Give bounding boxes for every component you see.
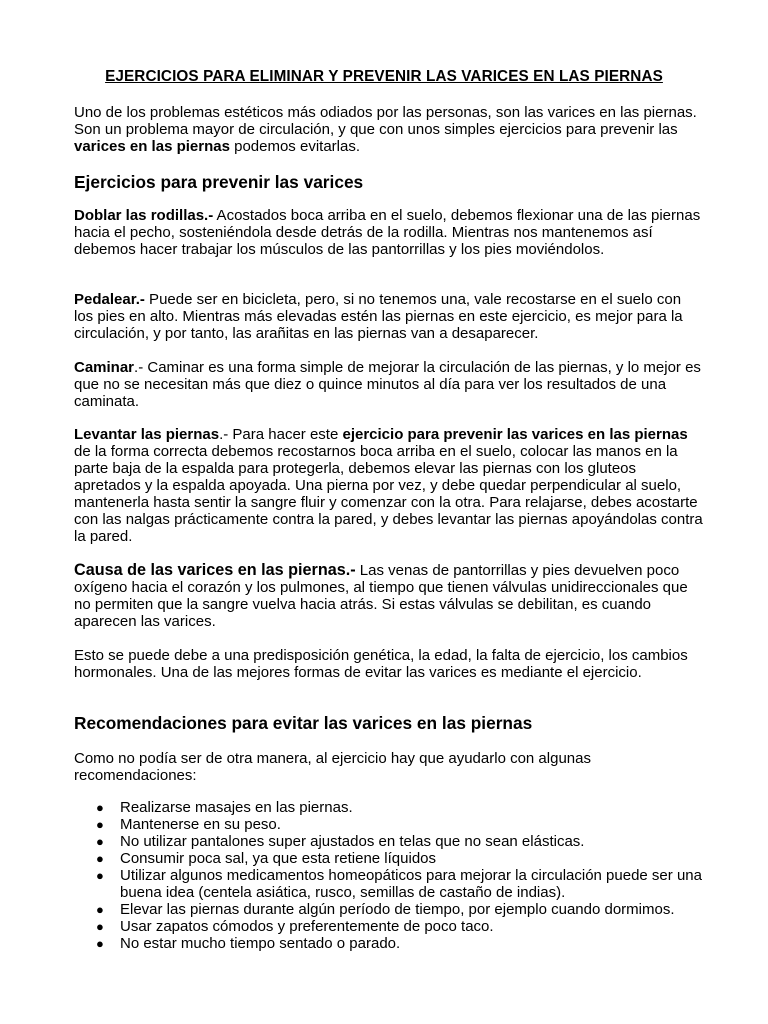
list-item-text: Consumir poca sal, ya que esta retiene líquidos [120, 850, 437, 867]
intro-text: Uno de los problemas estéticos más odiados por las personas, son las varices en las piernas. Son un problema mayor de circulación, y que con unos simples ejercicios para prevenir las [74, 104, 697, 138]
bullet-icon: ● [96, 902, 104, 917]
causa-label: Causa de las varices en las piernas.- [74, 561, 356, 579]
list-item [74, 816, 714, 833]
esto-paragraph: Esto se puede debe a una predisposición genética, la edad, la falta de ejercicio, los cambios hormonales. Una de las mejores formas de evitar las varices es mediante el ejercicio. [74, 647, 688, 681]
list-item [74, 918, 714, 935]
list-item-text: No utilizar pantalones super ajustados en telas que no sean elásticas. [120, 833, 585, 850]
exercise-caminar-text: .- Caminar es una forma simple de mejorar la circulación de las piernas, y lo mejor es que no se necesitan más que diez o quince minutos al día para ver los resultados de una caminata. [74, 359, 701, 410]
bullet-icon: ● [96, 834, 104, 849]
list-item [74, 850, 714, 867]
exercise-pedalear-label: Pedalear.- [74, 291, 145, 308]
exercise-levantar-text: .- Para hacer este [219, 426, 343, 443]
intro-text-end: podemos evitarlas. [229, 138, 361, 155]
heading-recommendations: Recomendaciones para evitar las varices en las piernas [74, 713, 533, 733]
list-item [74, 833, 714, 850]
list-item-text: Realizarse masajes en las piernas. [120, 799, 353, 816]
exercise-levantar-label: Levantar las piernas [74, 426, 220, 443]
bullet-icon: ● [96, 868, 104, 883]
exercise-levantar-bold: ejercicio para prevenir las varices en las piernas [342, 426, 688, 443]
list-item-text: Usar zapatos cómodos y preferentemente de poco taco. [120, 918, 494, 935]
exercise-pedalear-text: Puede ser en bicicleta, pero, si no tenemos una, vale recostarse en el suelo con los pies en alto. Mientras más elevadas estén las piernas en este ejercicio, es mejor para la circulación, y por tanto, las arañitas en las piernas van a desaparecer. [74, 291, 683, 342]
bullet-icon: ● [96, 817, 104, 832]
bullet-icon: ● [96, 851, 104, 866]
causa-paragraph [74, 562, 704, 630]
exercise-doblar-label: Doblar las rodillas.- [74, 207, 214, 224]
exercise-doblar-text: Acostados boca arriba en el suelo, debemos flexionar una de las piernas hacia el pecho, sosteniéndola desde detrás de la rodilla. Mientras nos mantenemos así debemos hacer trabajar los músculos de las pantorrillas y los pies moviéndolos. [74, 207, 701, 258]
list-item-text: Elevar las piernas durante algún período de tiempo, por ejemplo cuando dormimos. [120, 901, 675, 918]
bullet-icon: ● [96, 800, 104, 815]
exercise-doblar [74, 207, 704, 258]
list-item [74, 799, 714, 816]
heading-exercises: Ejercicios para prevenir las varices [74, 172, 364, 192]
intro-paragraph [74, 104, 704, 155]
document-title: EJERCICIOS PARA ELIMINAR Y PREVENIR LAS VARICES EN LAS PIERNAS [105, 68, 663, 85]
causa-text: Las venas de pantorrillas y pies devuelven poco oxígeno hacia el corazón y los pulmones, al tiempo que tienen válvulas unidireccionales que no permiten que la sangre vuelva hacia atrás. Si estas válvulas se debilitan, es cuando aparecen las varices. [74, 562, 688, 630]
list-item-text: No estar mucho tiempo sentado o parado. [120, 935, 401, 952]
list-item-text: Mantenerse en su peso. [120, 816, 281, 833]
recommendations-list [74, 799, 714, 952]
list-item [74, 867, 714, 901]
bullet-icon: ● [96, 936, 104, 951]
exercise-levantar-text-end: de la forma correcta debemos recostarnos boca arriba en el suelo, colocar las manos en la parte baja de la espalda para protegerla, debemos elevar las piernas con los gluteos apretados y la espalda apoyada. Una pierna por vez, y debe quedar perpendicular al suelo, mantenerla hasta sentir la sangre fluir y comenzar con la otra. Para relajarse, debes acostarte con las nalgas prácticamente contra la pared, y debes levantar las piernas apoyándolas contra la pared. [74, 443, 703, 545]
bullet-icon: ● [96, 919, 104, 934]
list-item [74, 935, 714, 952]
exercise-levantar [74, 426, 704, 545]
list-item [74, 901, 714, 918]
recommendations-intro: Como no podía ser de otra manera, al ejercicio hay que ayudarlo con algunas recomendaciones: [74, 750, 591, 784]
list-item-text: Utilizar algunos medicamentos homeopáticos para mejorar la circulación puede ser una buena idea (centela asiática, rusco, semillas de castaño de indias). [120, 867, 702, 901]
intro-bold-keyword: varices en las piernas [74, 138, 230, 155]
exercise-pedalear [74, 291, 704, 342]
exercise-caminar-label: Caminar [74, 359, 135, 376]
exercise-caminar [74, 359, 704, 410]
